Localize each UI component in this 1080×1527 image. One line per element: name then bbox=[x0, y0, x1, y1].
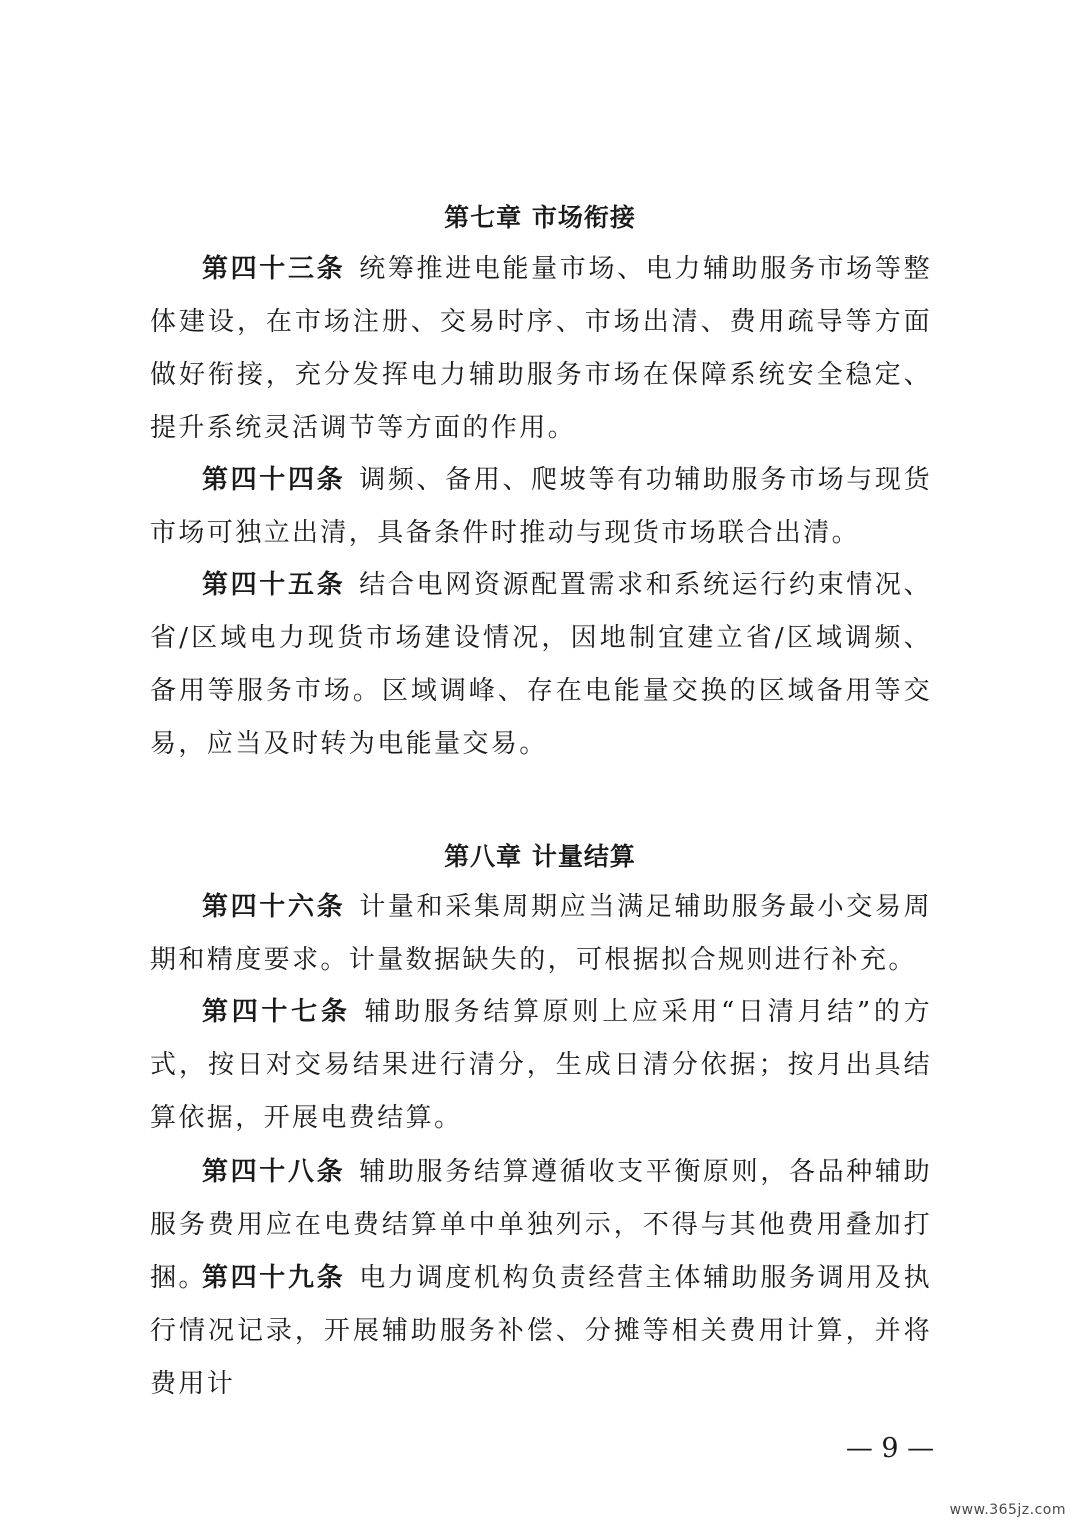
article-body: 辅助服务结算遵循收支平衡原则，各品种辅助服务费用应在电费结算单中单独列示，不得与其他费用叠加打捆。 bbox=[150, 1157, 932, 1293]
article-47 bbox=[150, 986, 932, 1145]
chapter-title: 第七章 市场衔接 bbox=[444, 203, 636, 232]
article-44 bbox=[150, 454, 932, 560]
article-46 bbox=[150, 881, 932, 987]
article-title: 第四十九条 bbox=[202, 1263, 346, 1293]
article-body: 电力调度机构负责经营主体辅助服务调用及执行情况记录，开展辅助服务补偿、分摊等相关费用计算，并将费用计 bbox=[150, 1263, 932, 1399]
article-body: 统筹推进电能量市场、电力辅助服务市场等整体建设，在市场注册、交易时序、市场出清、费用疏导等方面做好衔接，充分发挥电力辅助服务市场在保障系统安全稳定、提升系统灵活调节等方面的作用。 bbox=[150, 254, 932, 443]
article-title: 第四十五条 bbox=[202, 570, 346, 600]
article-title: 第四十三条 bbox=[202, 254, 346, 284]
page-number: — 9 — bbox=[845, 1433, 935, 1464]
article-45 bbox=[150, 559, 932, 771]
article-body: 调频、备用、爬坡等有功辅助服务市场与现货市场可独立出清，具备条件时推动与现货市场联合出清。 bbox=[150, 465, 932, 548]
article-title: 第四十六条 bbox=[202, 892, 346, 922]
chapter-title: 第八章 计量结算 bbox=[444, 842, 636, 871]
article-title: 第四十四条 bbox=[202, 465, 346, 495]
article-49 bbox=[150, 1252, 932, 1411]
article-body: 计量和采集周期应当满足辅助服务最小交易周期和精度要求。计量数据缺失的，可根据拟合规则进行补充。 bbox=[150, 892, 932, 975]
article-title: 第四十七条 bbox=[202, 997, 351, 1027]
article-body: 结合电网资源配置需求和系统运行约束情况、省/区域电力现货市场建设情况，因地制宜建立省/区域调频、备用等服务市场。区域调峰、存在电能量交换的区域备用等交易，应当及时转为电能量交易。 bbox=[150, 570, 932, 759]
article-body: 辅助服务结算原则上应采用“日清月结”的方式，按日对交易结果进行清分，生成日清分依据；按月出具结算依据，开展电费结算。 bbox=[150, 997, 932, 1133]
article-43 bbox=[150, 243, 932, 455]
article-title: 第四十八条 bbox=[202, 1157, 346, 1187]
watermark: www.365jz.com bbox=[949, 1502, 1066, 1518]
